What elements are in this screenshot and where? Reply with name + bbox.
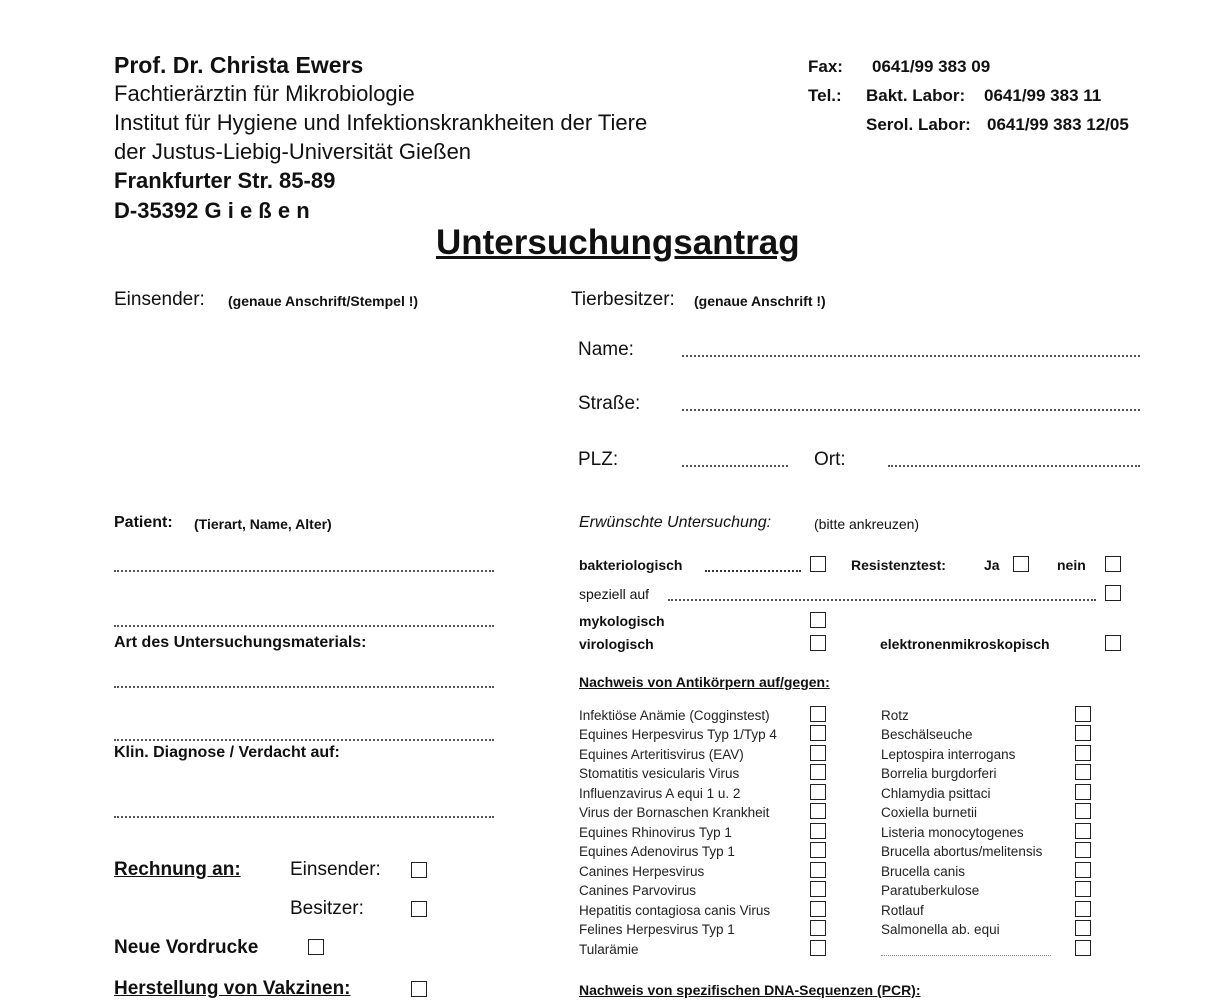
tel-label: Tel.: xyxy=(808,86,842,105)
patient-label: Patient: xyxy=(114,514,173,531)
owner-zip-label: PLZ: xyxy=(578,449,619,470)
serol-labor-number: 0641/99 383 12/05 xyxy=(987,115,1129,134)
owner-street-label: Straße: xyxy=(578,393,641,414)
owner-hint: (genaue Anschrift !) xyxy=(694,293,826,309)
vaccines-label: Herstellung von Vakzinen: xyxy=(114,978,351,999)
antibody-right-checkbox[interactable] xyxy=(1075,901,1091,917)
antibody-right-checkbox[interactable] xyxy=(1075,725,1091,741)
antibody-left-checkbox[interactable] xyxy=(810,745,826,761)
mycological-label: mykologisch xyxy=(579,613,665,629)
mycological-checkbox[interactable] xyxy=(810,612,826,628)
bacteriological-checkbox[interactable] xyxy=(810,556,826,572)
antibody-left-item: Stomatitis vesicularis Virus xyxy=(579,766,740,781)
resistance-yes-label: Ja xyxy=(984,557,1000,573)
antibody-left-item: Infektiöse Anämie (Cogginstest) xyxy=(579,708,770,723)
antibody-right-checkbox[interactable] xyxy=(1075,940,1091,956)
institute-name: Institut für Hygiene und Infektionskrankheiten der Tiere xyxy=(114,110,648,135)
antibody-left-checkbox[interactable] xyxy=(810,764,826,780)
antibody-left-checkbox[interactable] xyxy=(810,920,826,936)
owner-label: Tierbesitzer: xyxy=(571,289,675,310)
antibody-left-checkbox[interactable] xyxy=(810,784,826,800)
antibody-right-item: Brucella abortus/melitensis xyxy=(881,844,1043,859)
antibody-left-checkbox[interactable] xyxy=(810,725,826,741)
vaccines-checkbox[interactable] xyxy=(411,981,427,997)
antibody-left-checkbox[interactable] xyxy=(810,881,826,897)
exam-label: Erwünschte Untersuchung: xyxy=(579,514,772,531)
owner-name-field[interactable] xyxy=(682,355,1140,357)
serol-labor-label: Serol. Labor: xyxy=(866,115,971,134)
pcr-heading: Nachweis von spezifischen DNA-Sequenzen (PCR): xyxy=(579,982,921,998)
billing-owner-checkbox[interactable] xyxy=(411,901,427,917)
resistance-no-checkbox[interactable] xyxy=(1105,556,1121,572)
antibody-right-checkbox[interactable] xyxy=(1075,823,1091,839)
antibody-left-item: Equines Arteritisvirus (EAV) xyxy=(579,747,744,762)
antibody-right-checkbox[interactable] xyxy=(1075,881,1091,897)
antibody-heading: Nachweis von Antikörpern auf/gegen: xyxy=(579,674,830,690)
antibody-left-item: Felines Herpesvirus Typ 1 xyxy=(579,922,735,937)
city-address: D-35392 G i e ß e n xyxy=(114,198,310,223)
diagnosis-field[interactable] xyxy=(114,816,494,818)
street-address: Frankfurter Str. 85-89 xyxy=(114,168,336,193)
antibody-left-checkbox[interactable] xyxy=(810,940,826,956)
exam-hint: (bitte ankreuzen) xyxy=(814,516,920,532)
antibody-right-checkbox[interactable] xyxy=(1075,745,1091,761)
antibody-right-checkbox[interactable] xyxy=(1075,764,1091,780)
antibody-right-item: Rotlauf xyxy=(881,903,924,918)
owner-name-label: Name: xyxy=(578,339,634,360)
antibody-right-item: Chlamydia psittaci xyxy=(881,786,991,801)
antibody-right-checkbox[interactable] xyxy=(1075,920,1091,936)
antibody-right-checkbox[interactable] xyxy=(1075,784,1091,800)
owner-city-label: Ort: xyxy=(814,449,846,470)
bakt-labor-label: Bakt. Labor: xyxy=(866,86,966,105)
resistance-no-label: nein xyxy=(1057,557,1086,573)
owner-city-field[interactable] xyxy=(888,465,1140,467)
antibody-right-checkbox[interactable] xyxy=(1075,862,1091,878)
sender-label: Einsender: xyxy=(114,289,205,310)
specific-checkbox[interactable] xyxy=(1105,585,1121,601)
virological-checkbox[interactable] xyxy=(810,635,826,651)
billing-sender-checkbox[interactable] xyxy=(411,862,427,878)
antibody-left-checkbox[interactable] xyxy=(810,706,826,722)
antibody-left-item: Canines Herpesvirus xyxy=(579,864,705,879)
specific-field[interactable] xyxy=(668,599,1096,601)
antibody-left-checkbox[interactable] xyxy=(810,862,826,878)
resistance-yes-checkbox[interactable] xyxy=(1013,556,1029,572)
patient-field-1[interactable] xyxy=(114,570,494,572)
bacteriological-label: bakteriologisch xyxy=(579,557,683,573)
lab-head-title: Fachtierärztin für Mikrobiologie xyxy=(114,81,415,106)
patient-field-2[interactable] xyxy=(114,625,494,627)
electron-checkbox[interactable] xyxy=(1105,635,1121,651)
diagnosis-label: Klin. Diagnose / Verdacht auf: xyxy=(114,744,340,761)
antibody-left-item: Equines Adenovirus Typ 1 xyxy=(579,844,735,859)
antibody-right-item: Rotz xyxy=(881,708,909,723)
antibody-left-checkbox[interactable] xyxy=(810,823,826,839)
antibody-right-item: Beschälseuche xyxy=(881,727,973,742)
billing-sender-label: Einsender: xyxy=(290,859,381,880)
antibody-left-item: Canines Parvovirus xyxy=(579,883,697,898)
antibody-right-checkbox[interactable] xyxy=(1075,842,1091,858)
antibody-left-item: Equines Herpesvirus Typ 1/Typ 4 xyxy=(579,727,777,742)
bakt-labor-number: 0641/99 383 11 xyxy=(984,86,1102,105)
resistance-label: Resistenztest: xyxy=(851,557,946,573)
antibody-left-item: Influenzavirus A equi 1 u. 2 xyxy=(579,786,741,801)
specific-label: speziell auf xyxy=(579,586,650,602)
antibody-left-item: Virus der Bornaschen Krankheit xyxy=(579,805,770,820)
antibody-left-checkbox[interactable] xyxy=(810,901,826,917)
antibody-other-field[interactable] xyxy=(881,955,1051,956)
material-field-1[interactable] xyxy=(114,686,494,688)
antibody-left-item: Hepatitis contagiosa canis Virus xyxy=(579,903,771,918)
antibody-right-item: Salmonella ab. equi xyxy=(881,922,1000,937)
antibody-right-item: Listeria monocytogenes xyxy=(881,825,1024,840)
antibody-right-item: Brucella canis xyxy=(881,864,966,879)
antibody-right-checkbox[interactable] xyxy=(1075,803,1091,819)
antibody-right-checkbox[interactable] xyxy=(1075,706,1091,722)
fax-label: Fax: xyxy=(808,57,843,76)
antibody-right-item: Leptospira interrogans xyxy=(881,747,1016,762)
fax-number: 0641/99 383 09 xyxy=(872,57,991,76)
new-forms-label: Neue Vordrucke xyxy=(114,937,259,958)
antibody-left-checkbox[interactable] xyxy=(810,803,826,819)
virological-label: virologisch xyxy=(579,636,654,652)
lab-head-name: Prof. Dr. Christa Ewers xyxy=(114,52,364,78)
antibody-right-item: Coxiella burnetii xyxy=(881,805,978,820)
billing-label: Rechnung an: xyxy=(114,859,241,880)
billing-owner-label: Besitzer: xyxy=(290,898,364,919)
antibody-right-item: Borrelia burgdorferi xyxy=(881,766,997,781)
material-label: Art des Untersuchungsmaterials: xyxy=(114,634,367,651)
owner-zip-field[interactable] xyxy=(682,465,788,467)
antibody-left-item: Tularämie xyxy=(579,942,639,957)
material-field-2[interactable] xyxy=(114,739,494,741)
owner-street-field[interactable] xyxy=(682,409,1140,411)
antibody-left-item: Equines Rhinovirus Typ 1 xyxy=(579,825,732,840)
university-name: der Justus-Liebig-Universität Gießen xyxy=(114,139,472,164)
antibody-right-item: Paratuberkulose xyxy=(881,883,980,898)
bacteriological-leader xyxy=(705,570,801,572)
form-title: Untersuchungsantrag xyxy=(436,223,800,262)
new-forms-checkbox[interactable] xyxy=(308,939,324,955)
sender-hint: (genaue Anschrift/Stempel !) xyxy=(228,293,419,309)
antibody-left-checkbox[interactable] xyxy=(810,842,826,858)
patient-hint: (Tierart, Name, Alter) xyxy=(194,516,332,532)
electron-label: elektronenmikroskopisch xyxy=(880,636,1050,652)
